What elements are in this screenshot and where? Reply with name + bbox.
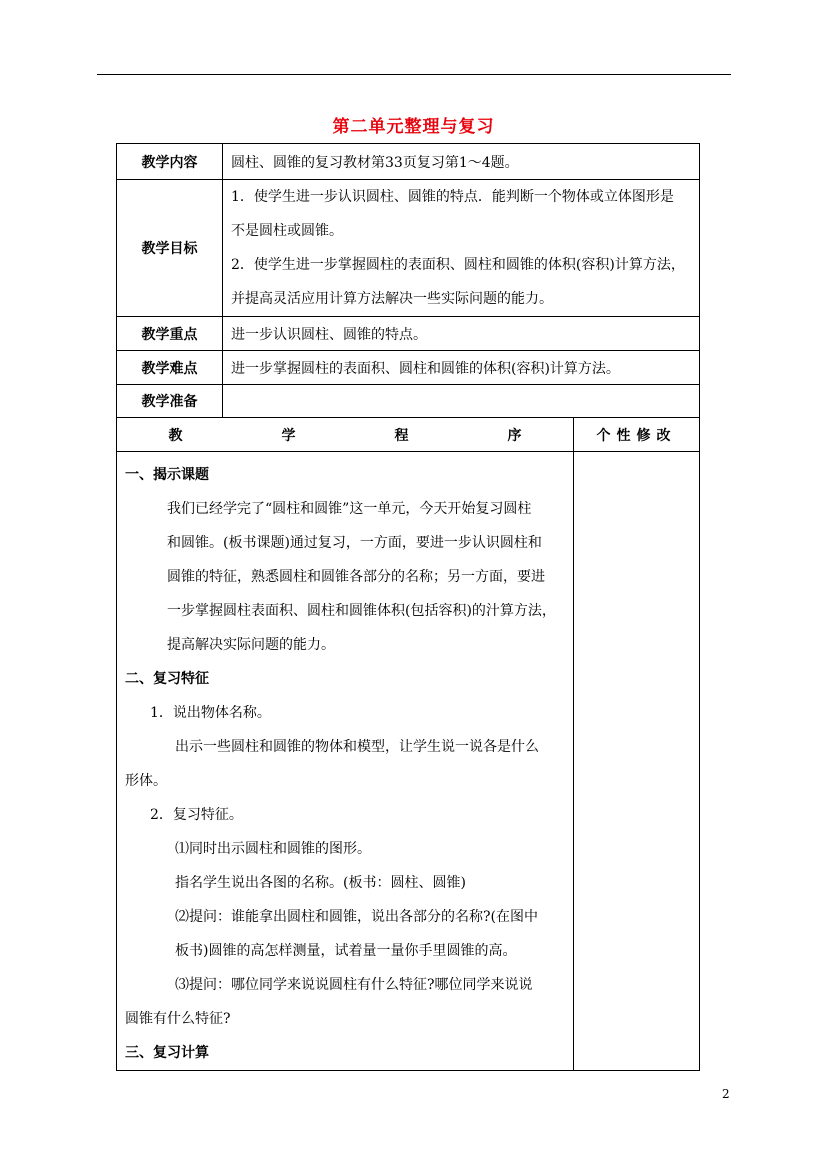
value-preparation (223, 385, 700, 418)
paragraph-line: 形体。 (125, 773, 167, 789)
objective-line: 不是圆柱或圆锥。 (231, 223, 343, 239)
row-difficulties (117, 351, 700, 385)
label-objectives: 教学目标 (117, 180, 223, 317)
section-heading: 一、揭示课题 (125, 467, 209, 483)
row-key-points (117, 317, 700, 351)
paragraph-line: 指名学生说出各图的名称。(板书：圆柱、圆锥) (175, 875, 466, 891)
row-objectives (117, 180, 700, 317)
row-content (117, 144, 700, 180)
row-procedure-header (117, 418, 700, 452)
paragraph-line: 提高解决实际问题的能力。 (167, 637, 335, 653)
procedure-header: 教 学 程 序 (117, 418, 574, 452)
label-content: 教学内容 (117, 144, 223, 180)
label-difficulties: 教学难点 (117, 351, 223, 385)
objective-line: 2．使学生进一步掌握圆柱的表面积、圆柱和圆锥的体积(容积)计算方法， (231, 257, 685, 273)
value-content: 圆柱、圆锥的复习教材第33页复习第1～4题。 (223, 144, 700, 180)
row-procedure-body (117, 452, 700, 1071)
section-heading: 二、复习特征 (125, 671, 209, 687)
sub-item-line: ⑴同时出示圆柱和圆锥的图形。 (175, 841, 371, 857)
section-heading: 三、复习计算 (125, 1045, 209, 1061)
paragraph-line: 圆锥的特征，熟悉圆柱和圆锥各部分的名称；另一方面，要进 (167, 569, 545, 585)
item-line: 1．说出物体名称。 (150, 705, 271, 721)
label-key-points: 教学重点 (117, 317, 223, 351)
modify-header: 个性修改 (574, 418, 700, 452)
header-rule (97, 74, 731, 75)
paragraph-line: 一步掌握圆柱表面积、圆柱和圆锥体积(包括容积)的汁算方法， (167, 603, 556, 619)
value-objectives (223, 180, 700, 317)
item-line: 2．复习特征。 (150, 807, 243, 823)
modify-column (574, 452, 700, 1071)
paragraph-line: 出示一些圆柱和圆锥的物体和模型，让学生说一说各是什么 (175, 739, 539, 755)
paragraph-line: 和圆锥。(板书课题)通过复习，一方面，要进一步认识圆柱和 (167, 535, 542, 551)
procedure-body (117, 452, 574, 1071)
page-title: 第二单元整理与复习 (332, 117, 495, 137)
sub-item-line: ⑶提问：哪位同学来说说圆柱有什么特征?哪位同学来说说 (175, 977, 533, 993)
page-number: 2 (722, 1087, 730, 1101)
paragraph-line: 板书)圆锥的高怎样测量，试着量一量你手里圆锥的高。 (175, 943, 517, 959)
objective-line: 1．使学生进一步认识圆柱、圆锥的特点．能判断一个物体或立体图形是 (231, 189, 674, 205)
lesson-plan-table (116, 143, 700, 1071)
paragraph-line: 我们已经学完了“圆柱和圆锥”这一单元，今天开始复习圆柱 (167, 501, 532, 517)
label-preparation: 教学准备 (117, 385, 223, 418)
value-difficulties: 进一步掌握圆柱的表面积、圆柱和圆锥的体积(容积)计算方法。 (223, 351, 700, 385)
value-key-points: 进一步认识圆柱、圆锥的特点。 (223, 317, 700, 351)
paragraph-line: 圆锥有什么特征? (125, 1011, 231, 1027)
sub-item-line: ⑵提问：谁能拿出圆柱和圆锥，说出各部分的名称?(在图中 (175, 909, 538, 925)
objective-line: 并提高灵活应用计算方法解决一些实际问题的能力。 (231, 291, 553, 307)
row-preparation (117, 385, 700, 418)
